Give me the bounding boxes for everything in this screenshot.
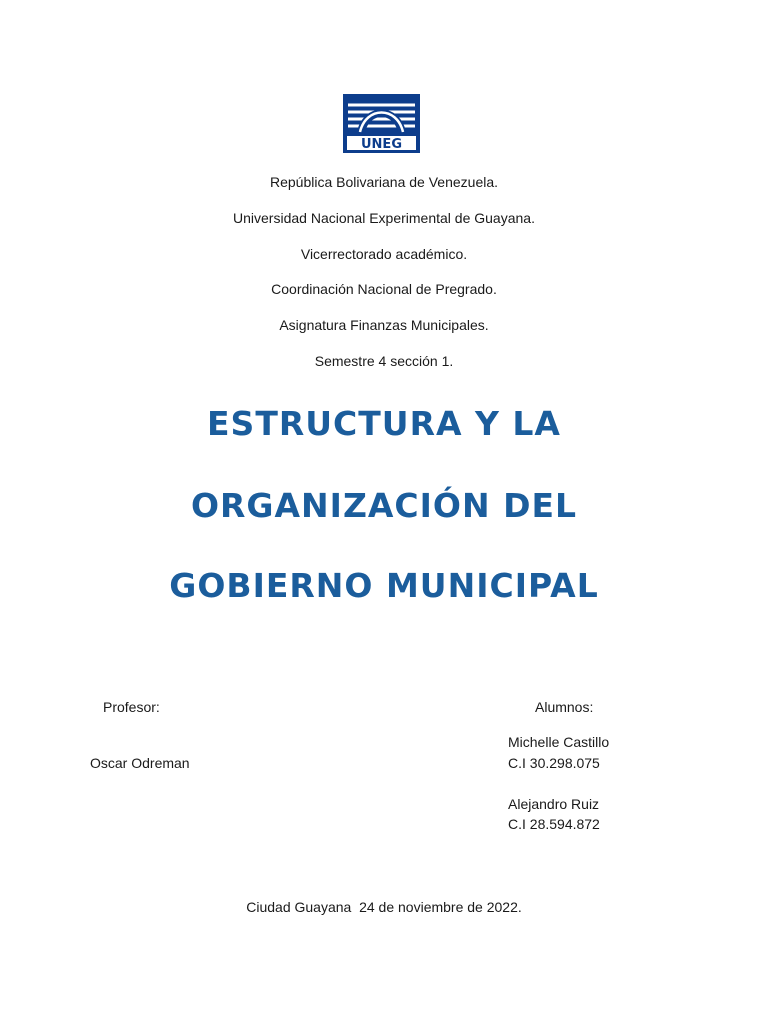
students-label: Alumnos: <box>535 699 594 715</box>
student-ci: C.I 28.594.872 <box>508 816 600 832</box>
student-ci: C.I 30.298.075 <box>508 755 600 771</box>
logo-text: UNEG <box>361 137 402 152</box>
document-title-line-1: ESTRUCTURA Y LA <box>207 404 561 443</box>
header-line-semester: Semestre 4 sección 1. <box>314 353 454 369</box>
document-title-line-2: ORGANIZACIÓN DEL <box>190 486 578 525</box>
student-name: Alejandro Ruiz <box>508 796 600 812</box>
document-title-line-3: GOBIERNO MUNICIPAL <box>169 566 599 605</box>
professor-name: Oscar Odreman <box>90 755 190 771</box>
place-and-date: Ciudad Guayana 24 de noviembre de 2022. <box>246 899 522 915</box>
header-line-coordination: Coordinación Nacional de Pregrado. <box>271 281 497 297</box>
student-name: Michelle Castillo <box>508 734 610 750</box>
header-line-vicerrectorado: Vicerrectorado académico. <box>300 246 468 262</box>
header-line-subject: Asignatura Finanzas Municipales. <box>279 317 489 333</box>
professor-label: Profesor: <box>103 699 160 715</box>
header-line-university: Universidad Nacional Experimental de Guayana. <box>233 210 535 226</box>
header-line-republic: República Bolivariana de Venezuela. <box>269 174 499 190</box>
uneg-logo <box>343 94 420 153</box>
